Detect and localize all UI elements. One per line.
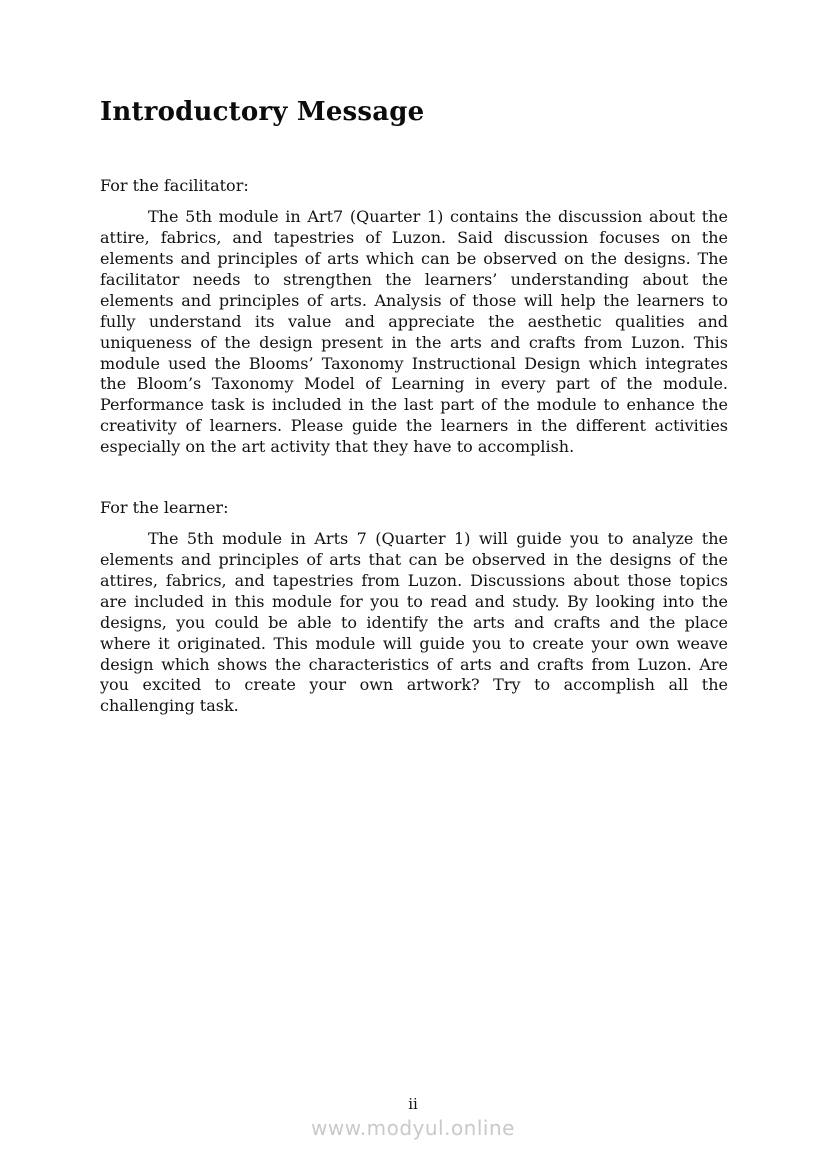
facilitator-label: For the facilitator: [100, 176, 249, 196]
watermark-text: www.modyul.online [311, 1116, 515, 1140]
page-content [100, 0, 728, 717]
page-number: ii [408, 1095, 418, 1113]
learner-label: For the learner: [100, 498, 229, 518]
learner-paragraph: The 5th module in Arts 7 (Quarter 1) will guide you to analyze the elements and principles of arts that can be observed in the designs of the attires, fabrics, and tapestries from Luzon. Discussions about those topics are included in this module for you to read and study. By looking into the designs, you could be able to identify the arts and crafts and the place where it originated. This module will guide you to create your own weave design which shows the characteristics of arts and crafts from Luzon. Are you excited to create your own artwork? Try to accomplish all the challenging task. [100, 529, 728, 716]
learner-section [100, 498, 728, 717]
facilitator-section [100, 176, 728, 458]
page-title: Introductory Message [100, 97, 425, 127]
facilitator-paragraph: The 5th module in Art7 (Quarter 1) contains the discussion about the attire, fabrics, and tapestries of Luzon. Said discussion focuses on the elements and principles of arts which can be observed on the designs. The facilitator needs to strengthen the learners’ understanding about the elements and principles of arts. Analysis of those will help the learners to fully understand its value and appreciate the aesthetic qualities and uniqueness of the design present in the arts and crafts from Luzon. This module used the Blooms’ Taxonomy Instructional Design which integrates the Bloom’s Taxonomy Model of Learning in every part of the module. Performance task is included in the last part of the module to enhance the creativity of learners. Please guide the learners in the different activities especially on the art activity that they have to accomplish. [100, 207, 728, 457]
